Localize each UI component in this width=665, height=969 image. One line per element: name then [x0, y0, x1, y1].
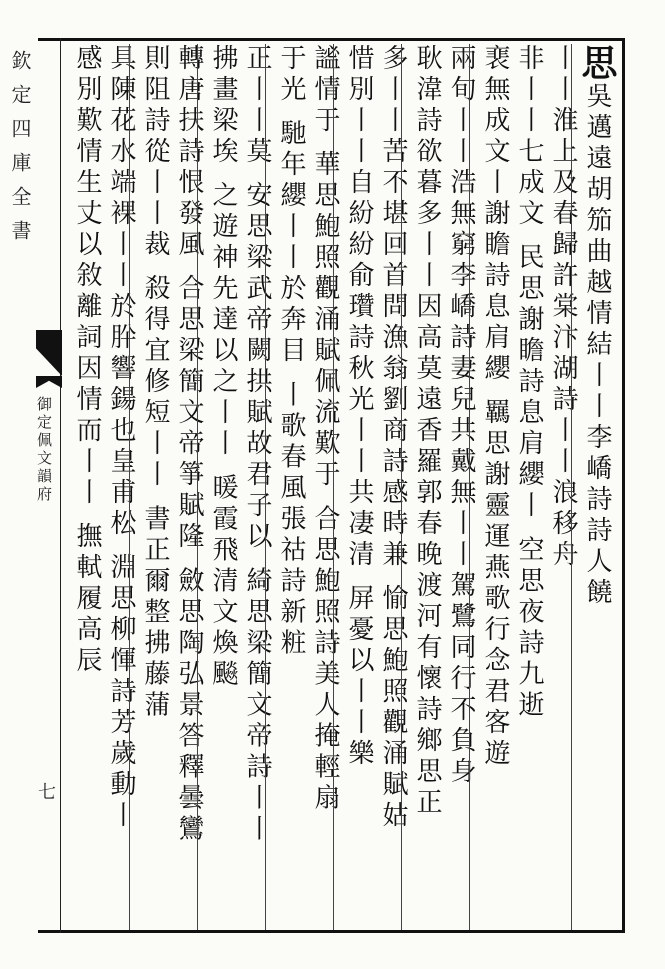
column-text: 感別歎情生丈以敘離詞因情而丨丨 撫軾履高辰	[72, 44, 102, 678]
column-rule	[129, 44, 130, 930]
text-column	[64, 44, 110, 924]
column-rule	[469, 44, 470, 930]
column-text: 吳邁遠胡笳曲越情結丨丨李嶠詩詩人饒	[582, 82, 612, 609]
page-edge-margin	[2, 40, 58, 930]
column-text: 謐情于 華思鮑照觀涌賦佩流歎于 合思鮑照詩美人掩輕扇	[310, 44, 340, 815]
column-text: 轉唐扶詩恨發風 合思梁簡文帝箏賦隆 斂思陶弘景答釋曇鸞	[174, 44, 204, 846]
column-text: 則阻詩從丨丨裁 殺得宜修短丨丨 書正爾整拂藤蒲	[140, 44, 170, 722]
frame-top-rule	[38, 38, 624, 41]
column-rule	[333, 44, 334, 930]
column-text: 拂畫梁埃 之遊神先達以之丨丨 暖霞飛清文煥飈	[208, 44, 238, 691]
column-text: 惜別丨丨自紛紛俞瓚詩秋光丨丨共凄清 屏憂以丨丨樂	[344, 44, 374, 771]
column-text: 于光 馳年纓丨丨於奔目 丨歌春風張祜詩新粧	[276, 44, 306, 660]
column-text: 丨丨淮上及春歸許棠汴湖詩丨丨浪移舟	[548, 44, 578, 571]
column-rule	[265, 44, 266, 930]
fish-mark-icon	[36, 376, 62, 388]
column-text: 兩旬丨丨浩無窮李嶠詩妻兒共戴無丨丨駕鷺同行不負身	[446, 44, 476, 788]
frame-right-rule	[622, 38, 625, 933]
column-text: 正丨丨莫 安思梁武帝闕拱賦故君子以 綺思梁簡文帝詩丨丨	[242, 44, 272, 846]
text-body	[60, 44, 620, 926]
folio-number: 七	[38, 782, 56, 803]
column-rule	[401, 44, 402, 930]
column-text: 多丨丨苦不堪回首問漁翁劉商詩感時兼 愉思鮑照觀涌賦姑	[378, 44, 408, 833]
column-rule	[197, 44, 198, 930]
column-text: 耿湋詩欲暮多丨丨因高莫遠香羅郭春晚渡河有懷詩鄉思正	[412, 44, 442, 819]
column-rule	[571, 44, 572, 930]
column-text: 裵無成文丨謝瞻詩息肩纓 羈思謝靈運燕歌行念君客遊	[480, 44, 510, 771]
column-text: 具陳花水端裸丨丨於肸響鍚也皇甫松 淵思柳惲詩芳歲動丨	[106, 44, 136, 833]
fish-tail-icon	[36, 330, 62, 376]
column-text: 非丨丨七成文 民思謝瞻詩息肩纓丨 空思夜詩九逝	[514, 44, 544, 722]
frame-bottom-rule	[38, 930, 624, 933]
edge-title: 欽定四庫全書	[8, 50, 32, 254]
edge-subtitle: 御定佩文韻府	[35, 396, 53, 504]
entry-head: 思	[576, 44, 618, 82]
